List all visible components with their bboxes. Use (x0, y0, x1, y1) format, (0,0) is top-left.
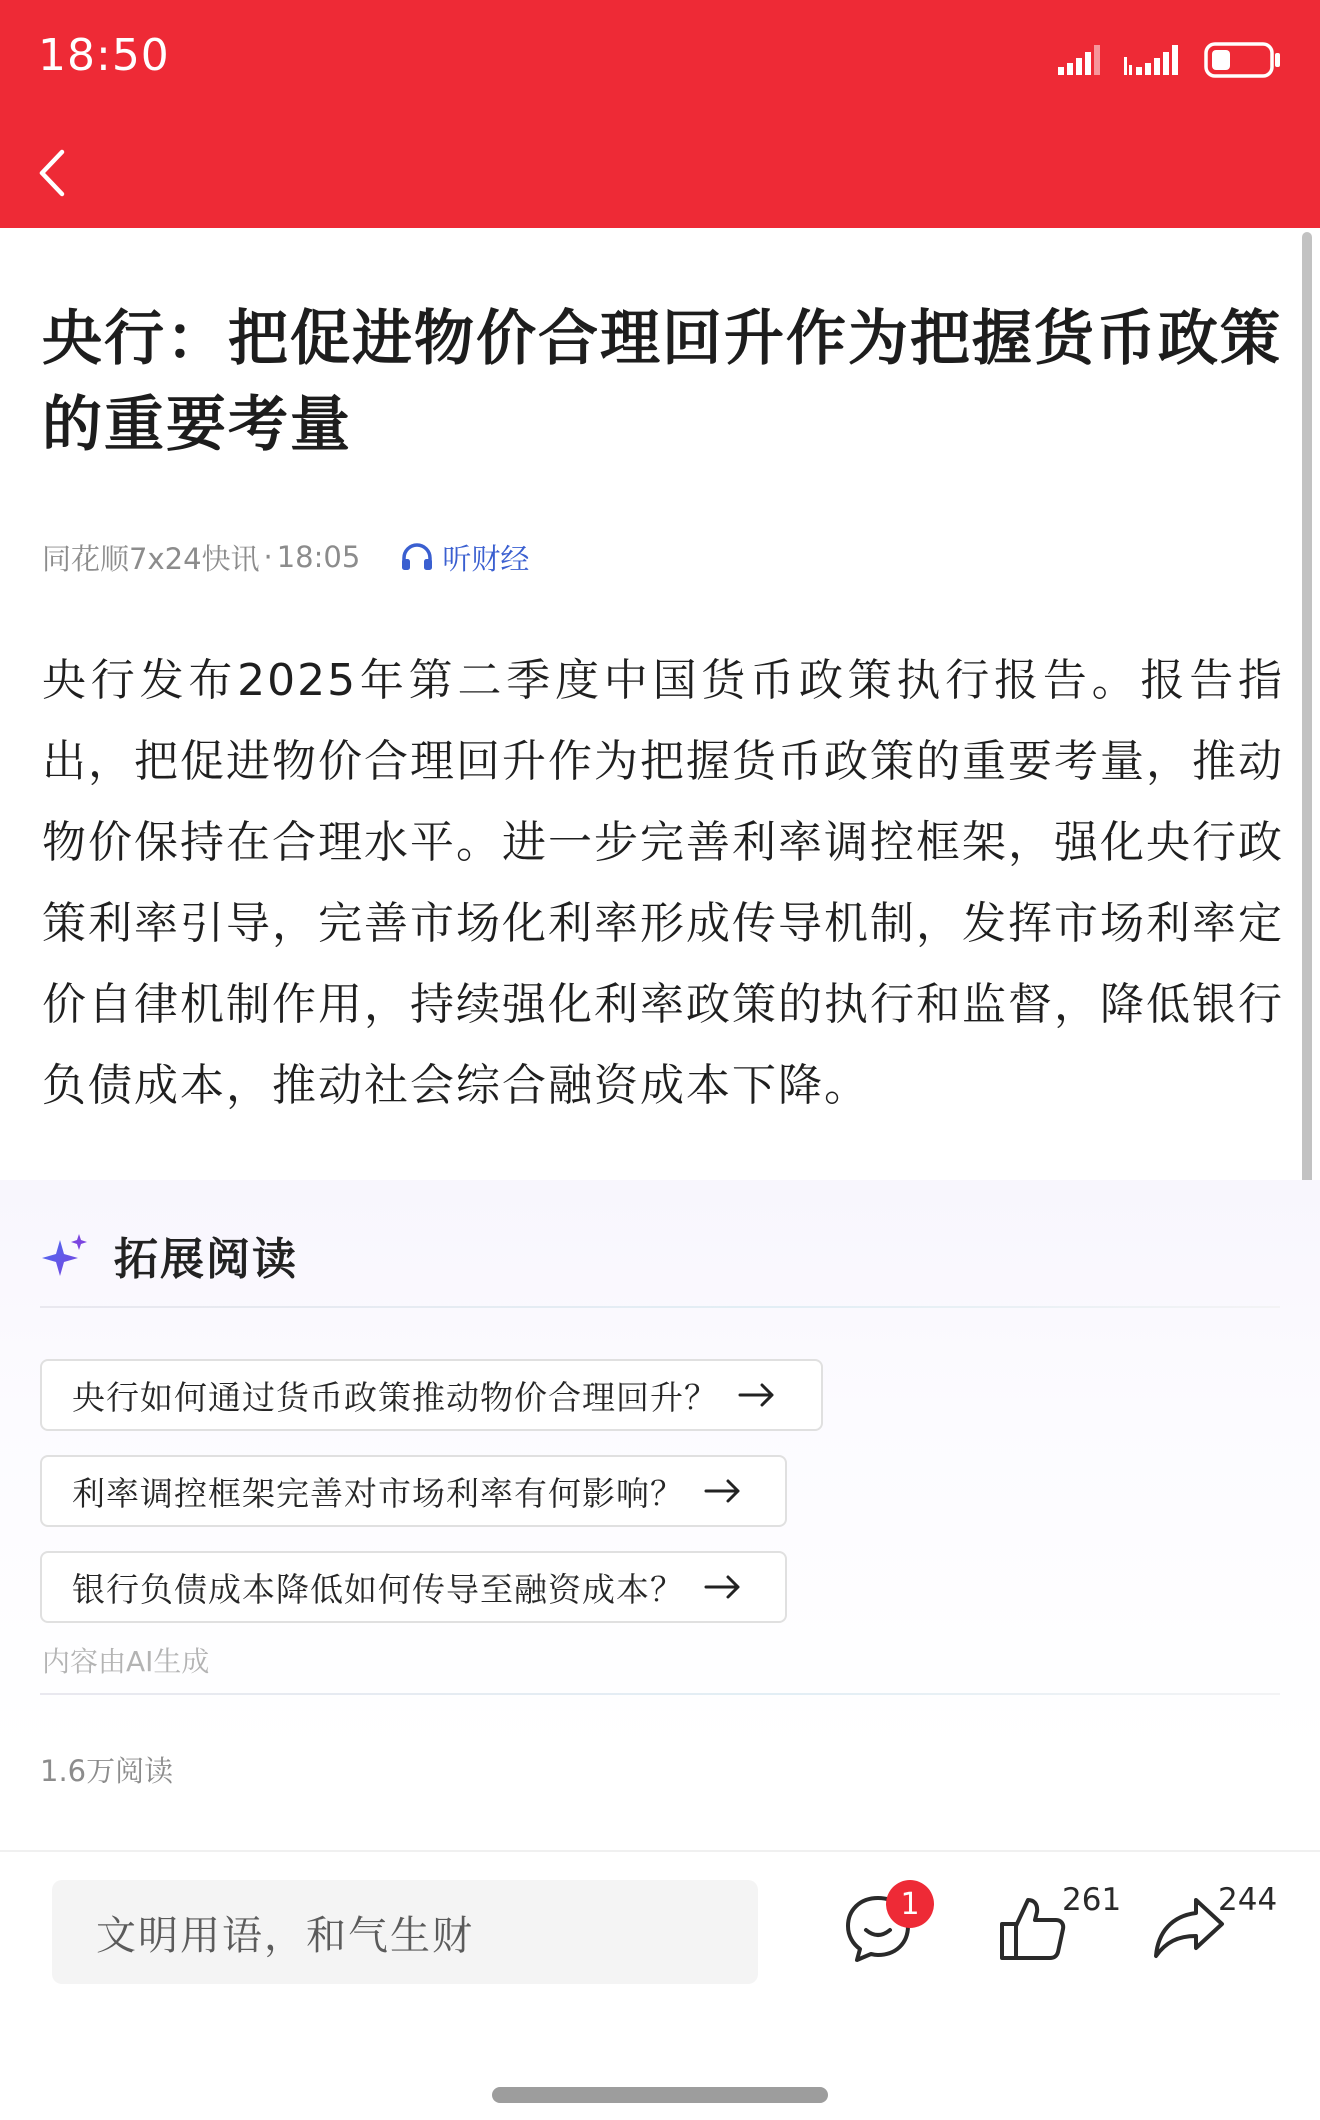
extended-reading-title: 拓展阅读 (114, 1234, 298, 1285)
read-count: 1.6万阅读 (40, 1754, 174, 1788)
thumbs-up-icon (996, 1892, 1068, 1964)
arrow-right-icon (738, 1382, 776, 1408)
like-button[interactable] (996, 1892, 1068, 1964)
extended-reading-header (42, 1222, 298, 1288)
article-source: 同花顺7x24快讯 (42, 541, 260, 576)
meta-separator: · (263, 540, 273, 574)
sparkle-icon (42, 1232, 88, 1278)
question-button[interactable] (40, 1551, 787, 1623)
share-count: 244 (1218, 1882, 1278, 1918)
question-label: 央行如何通过货币政策推动物价合理回升？ (72, 1377, 718, 1417)
article-body: 央行发布2025年第二季度中国货币政策执行报告。报告指出，把促进物价合理回升作为把握货币政策的重要考量，推动物价保持在合理水平。进一步完善利率调控框架，强化央行政策利率引导，完善市场化利率形成传导机制，发挥市场利率定价自律机制作用，持续强化利率政策的执行和监督，降低银行负债成本，推动社会综合融资成本下降。 (42, 655, 1284, 1111)
divider (40, 1306, 1280, 1308)
share-icon (1152, 1894, 1226, 1962)
article-title: 央行：把促进物价合理回升作为把握货币政策的重要考量 (42, 304, 1282, 460)
listen-label: 听财经 (442, 541, 530, 576)
listen-button[interactable] (400, 537, 529, 578)
comment-input[interactable] (52, 1880, 758, 1984)
battery-icon (1204, 41, 1282, 79)
question-button[interactable] (40, 1359, 823, 1431)
question-label: 银行负债成本降低如何传导至融资成本？ (72, 1569, 684, 1609)
comment-badge: 1 (886, 1880, 934, 1928)
status-icons (1056, 38, 1282, 82)
article-meta (42, 537, 529, 577)
divider (40, 1693, 1280, 1695)
signal-icon (1056, 43, 1102, 77)
headphones-icon (400, 542, 434, 572)
article-time: 18:05 (276, 540, 361, 574)
share-button[interactable] (1152, 1894, 1226, 1962)
status-time: 18:50 (38, 30, 170, 81)
app-header (0, 0, 1320, 228)
like-count: 261 (1062, 1882, 1122, 1918)
arrow-right-icon (704, 1574, 742, 1600)
home-indicator[interactable] (492, 2087, 828, 2103)
divider (0, 1850, 1320, 1852)
arrow-right-icon (704, 1478, 742, 1504)
back-icon (34, 146, 74, 200)
question-label: 利率调控框架完善对市场利率有何影响？ (72, 1473, 684, 1513)
comment-placeholder: 文明用语，和气生财 (96, 1912, 474, 1959)
ai-generated-note: 内容由AI生成 (42, 1645, 210, 1678)
back-button[interactable] (34, 146, 74, 200)
signal-icon (1122, 43, 1184, 77)
question-button[interactable] (40, 1455, 787, 1527)
